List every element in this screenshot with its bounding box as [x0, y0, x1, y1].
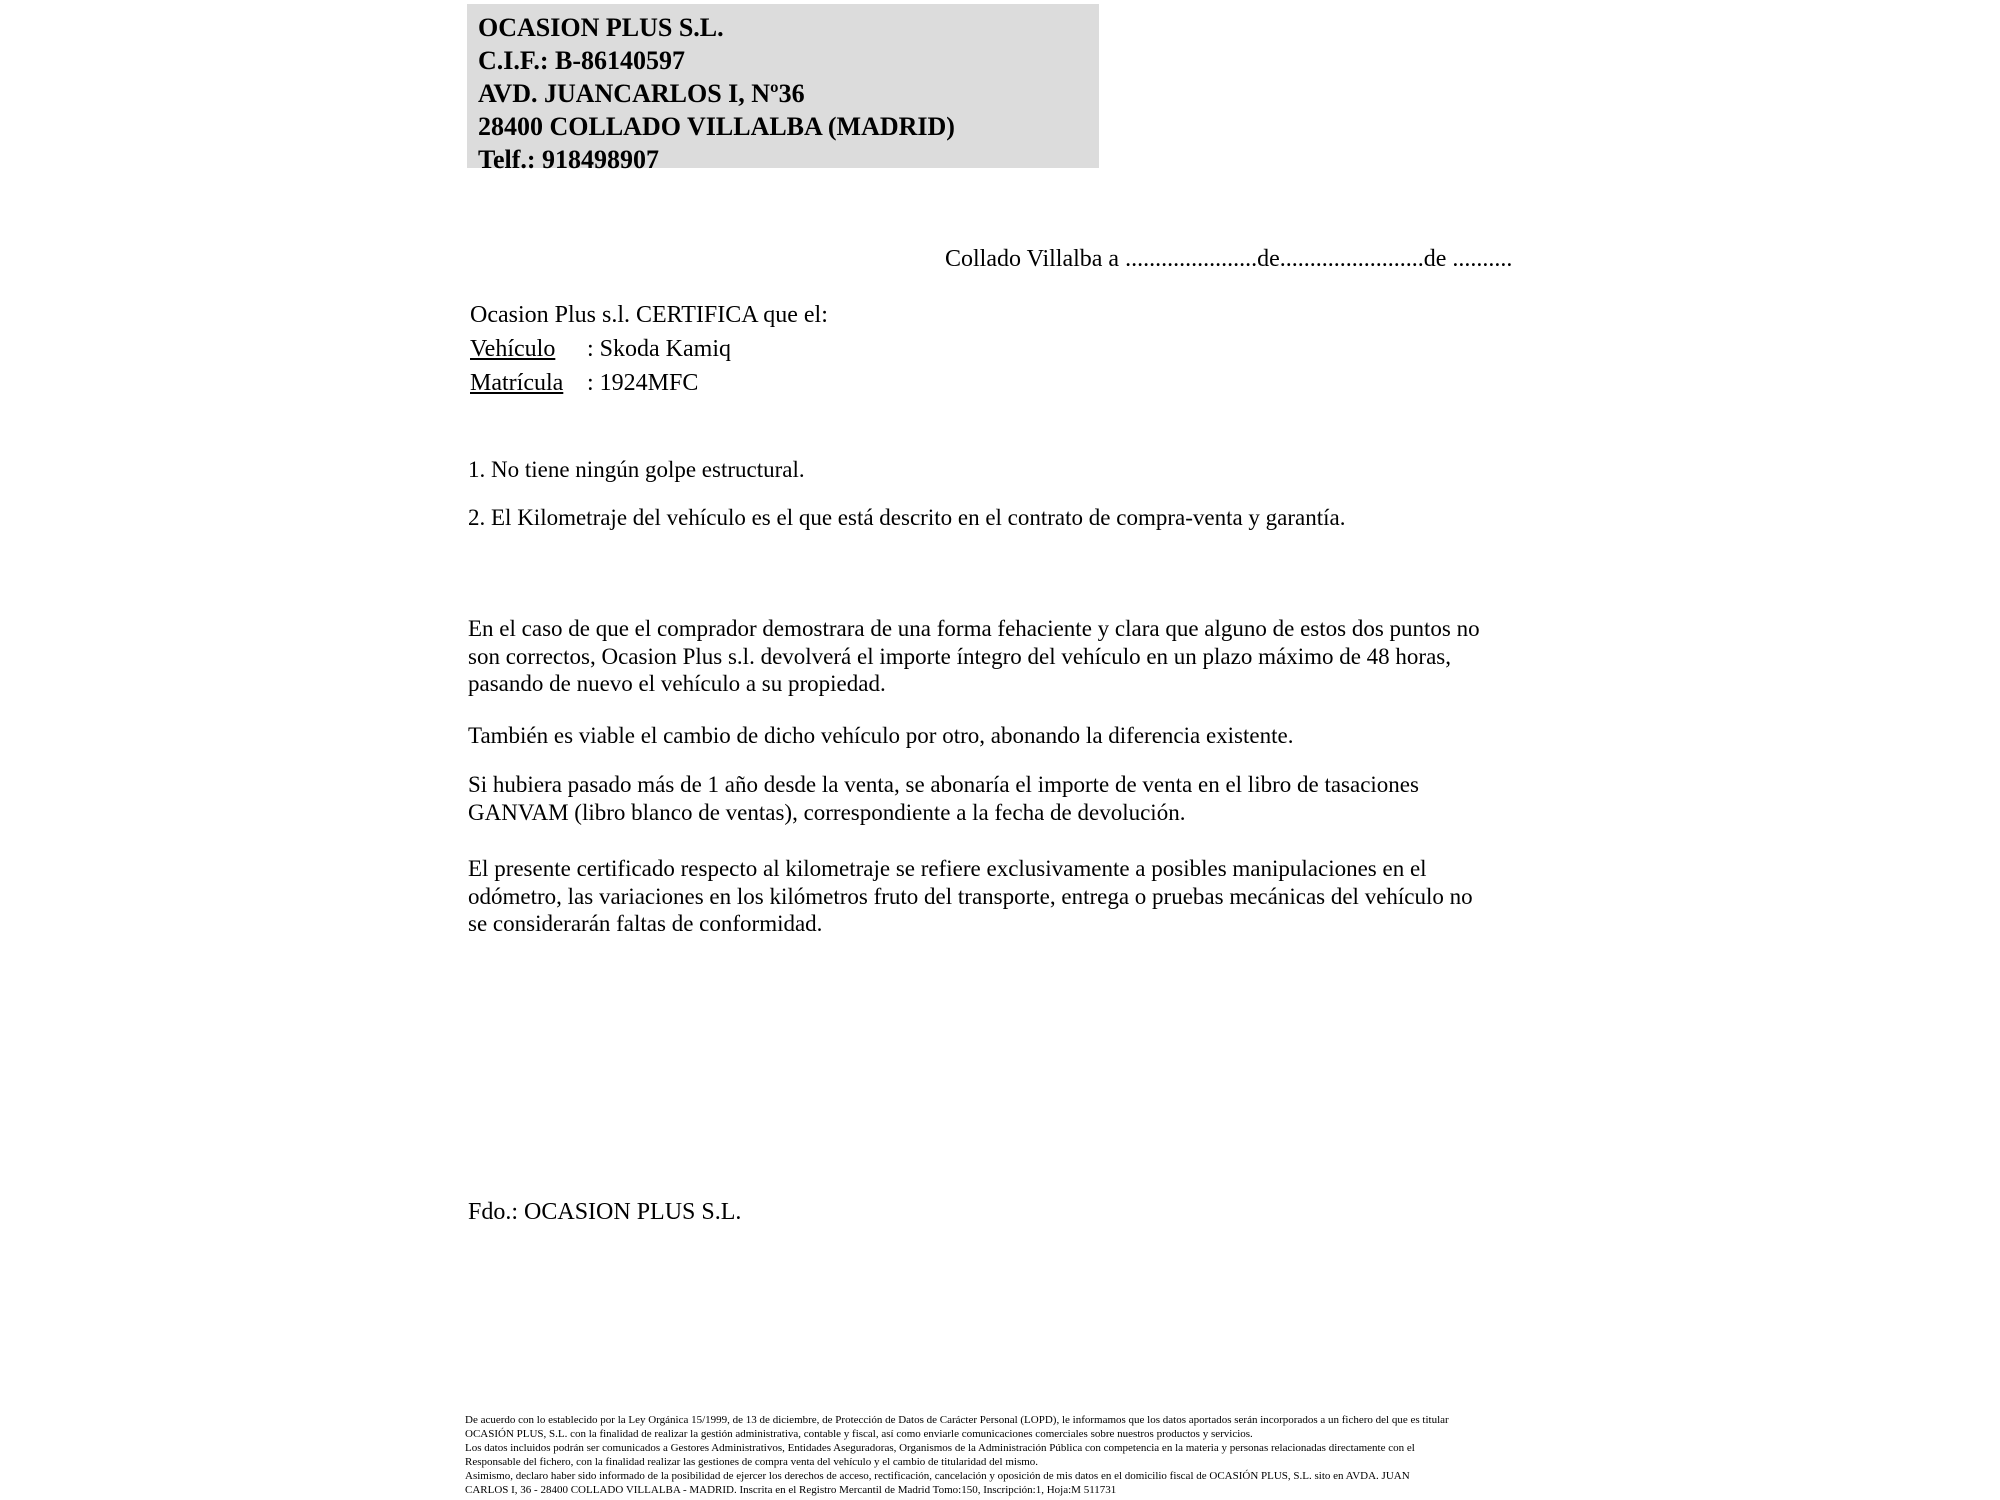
- company-address: AVD. JUANCARLOS I, Nº36: [478, 79, 805, 108]
- company-cif: C.I.F.: B-86140597: [478, 46, 686, 75]
- plate-value: : 1924MFC: [587, 370, 699, 396]
- certifies-intro: Ocasion Plus s.l. CERTIFICA que el:: [470, 302, 828, 328]
- certified-point-1: 1. No tiene ningún golpe estructural.: [468, 457, 805, 482]
- paragraph-refund-terms: En el caso de que el comprador demostrara de una forma fehaciente y clara que alguno de estos dos puntos no son correctos, Ocasion Plus s.l. devolverá el importe íntegro del vehículo en un plazo máximo de 48 horas, pasando de nuevo el vehículo a su propiedad.: [468, 616, 1480, 696]
- letterhead-block: [467, 4, 1099, 174]
- plate-row: [470, 370, 698, 397]
- certified-point-2: 2. El Kilometraje del vehículo es el que está descrito en el contrato de compra-venta y garantía.: [468, 505, 1346, 530]
- paragraph-odometer-scope: El presente certificado respecto al kilometraje se refiere exclusivamente a posibles manipulaciones en el odómetro, las variaciones en los kilómetros fruto del transporte, entrega o pruebas mecánicas del vehículo no se considerarán faltas de conformidad.: [468, 856, 1473, 936]
- vehicle-row: [470, 336, 731, 363]
- company-phone: Telf.: 918498907: [478, 145, 660, 174]
- company-name: OCASION PLUS S.L.: [478, 13, 724, 42]
- vehicle-value: : Skoda Kamiq: [587, 336, 731, 362]
- plate-label: Matrícula: [470, 370, 564, 396]
- signature-line: Fdo.: OCASION PLUS S.L.: [468, 1199, 742, 1225]
- paragraph-ganvam-valuation: Si hubiera pasado más de 1 año desde la venta, se abonaría el importe de venta en el libro de tasaciones GANVAM (libro blanco de ventas), correspondiente a la fecha de devolución.: [468, 772, 1419, 825]
- paragraph-exchange-option: También es viable el cambio de dicho vehículo por otro, abonando la diferencia existente.: [468, 723, 1294, 748]
- legal-footer-lopd: De acuerdo con lo establecido por la Ley Orgánica 15/1999, de 13 de diciembre, de Protección de Datos de Carácter Personal (LOPD), le informamos que los datos aportados serán incorporados a un fichero del que es titular OCASIÓN PLUS, S.L. con la finalidad de realizar la gestión administrativa, contable y fiscal, así como enviarle comunicaciones comerciales sobre nuestros productos y servicios. Los datos incluidos podrán ser comunicados a Gestores Administrativos, Entidades Aseguradoras, Organismos de la Administración Pública con competencia en la materia y personas relacionadas directamente con el Responsable del fichero, con la finalidad realizar las gestiones de compra venta del vehículo y el cambio de titularidad del mismo. Asimismo, declaro haber sido informado de la posibilidad de ejercer los derechos de acceso, rectificación, cancelación y oposición de mis datos en el domicilio fiscal de OCASIÓN PLUS, S.L. sito en AVDA. JUAN CARLOS I, 36 - 28400 COLLADO VILLALBA - MADRID. Inscrita en el Registro Mercantil de Madrid Tomo:150, Inscripción:1, Hoja:M 511731: [465, 1414, 1449, 1496]
- company-city: 28400 COLLADO VILLALBA (MADRID): [478, 112, 955, 141]
- vehicle-label: Vehículo: [470, 336, 556, 362]
- date-fill-in-line: Collado Villalba a ......................de........................de ..........: [945, 246, 1513, 272]
